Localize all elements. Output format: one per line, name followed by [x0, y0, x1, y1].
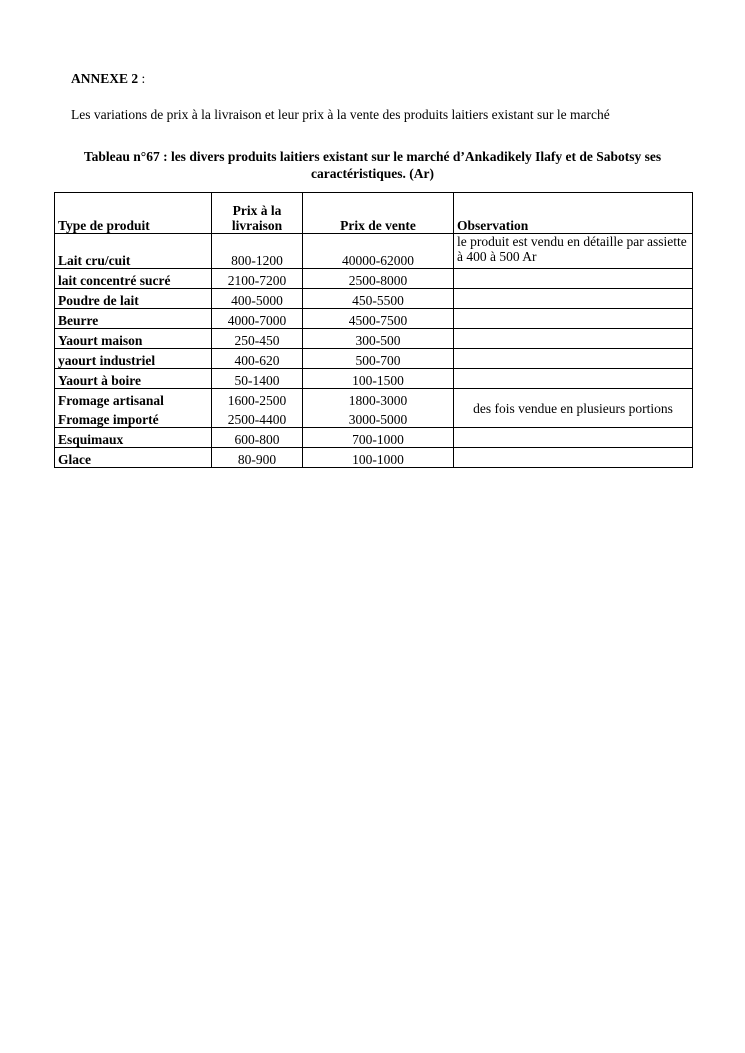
cell-sale-price: 3000-5000: [303, 408, 454, 428]
dairy-prices-table: [54, 192, 693, 468]
cell-sale-price: 40000-62000: [303, 234, 454, 269]
cell-observation: [454, 289, 693, 309]
table-row: [55, 289, 693, 309]
cell-type: Esquimaux: [55, 428, 212, 448]
cell-type: Fromage artisanal: [55, 389, 212, 409]
cell-sale-price: 4500-7500: [303, 309, 454, 329]
cell-type: Poudre de lait: [55, 289, 212, 309]
intro-text: Les variations de prix à la livraison et leur prix à la vente des produits laitiers existant sur le marché: [71, 107, 610, 122]
table-row: [55, 389, 693, 409]
table-row: [55, 369, 693, 389]
table-caption: Tableau n°67 : les divers produits laitiers existant sur le marché d’Ankadikely Ilafy et de Sabotsy ses caractéristiques. (Ar): [83, 149, 662, 181]
cell-observation: [454, 448, 693, 468]
cell-sale-price: 100-1500: [303, 369, 454, 389]
header-observation: Observation: [454, 193, 693, 234]
annex-heading: [71, 71, 145, 87]
cell-delivery-price: 250-450: [212, 329, 303, 349]
cell-observation: des fois vendue en plusieurs portions: [454, 389, 693, 428]
cell-sale-price: 300-500: [303, 329, 454, 349]
table-row: [55, 269, 693, 289]
cell-type: Lait cru/cuit: [55, 234, 212, 269]
cell-sale-price: 1800-3000: [303, 389, 454, 409]
cell-delivery-price: 400-5000: [212, 289, 303, 309]
cell-delivery-price: 50-1400: [212, 369, 303, 389]
header-type: Type de produit: [55, 193, 212, 234]
cell-observation: le produit est vendu en détaille par assiette à 400 à 500 Ar: [454, 234, 693, 269]
cell-delivery-price: 4000-7000: [212, 309, 303, 329]
cell-delivery-price: 600-800: [212, 428, 303, 448]
annex-label: ANNEXE 2: [71, 71, 139, 86]
cell-type: Glace: [55, 448, 212, 468]
cell-delivery-price: 2500-4400: [212, 408, 303, 428]
table-header-row: [55, 193, 693, 234]
header-sale-price: Prix de vente: [303, 193, 454, 234]
table-row: [55, 448, 693, 468]
table-row: [55, 329, 693, 349]
cell-observation: [454, 309, 693, 329]
cell-sale-price: 100-1000: [303, 448, 454, 468]
cell-sale-price: 500-700: [303, 349, 454, 369]
cell-type: yaourt industriel: [55, 349, 212, 369]
header-delivery-price: Prix à la livraison: [212, 193, 303, 234]
cell-observation: [454, 369, 693, 389]
cell-observation: [454, 269, 693, 289]
cell-delivery-price: 2100-7200: [212, 269, 303, 289]
cell-delivery-price: 1600-2500: [212, 389, 303, 409]
cell-type: lait concentré sucré: [55, 269, 212, 289]
table-row: [55, 428, 693, 448]
table-row: [55, 234, 693, 269]
cell-type: Yaourt maison: [55, 329, 212, 349]
cell-delivery-price: 400-620: [212, 349, 303, 369]
cell-sale-price: 700-1000: [303, 428, 454, 448]
table-row: [55, 349, 693, 369]
cell-delivery-price: 80-900: [212, 448, 303, 468]
cell-sale-price: 2500-8000: [303, 269, 454, 289]
cell-type: Beurre: [55, 309, 212, 329]
cell-observation: [454, 428, 693, 448]
cell-type: Yaourt à boire: [55, 369, 212, 389]
cell-observation: [454, 329, 693, 349]
annex-suffix: :: [138, 71, 146, 86]
table-row: [55, 309, 693, 329]
cell-delivery-price: 800-1200: [212, 234, 303, 269]
cell-observation: [454, 349, 693, 369]
cell-sale-price: 450-5500: [303, 289, 454, 309]
cell-type: Fromage importé: [55, 408, 212, 428]
